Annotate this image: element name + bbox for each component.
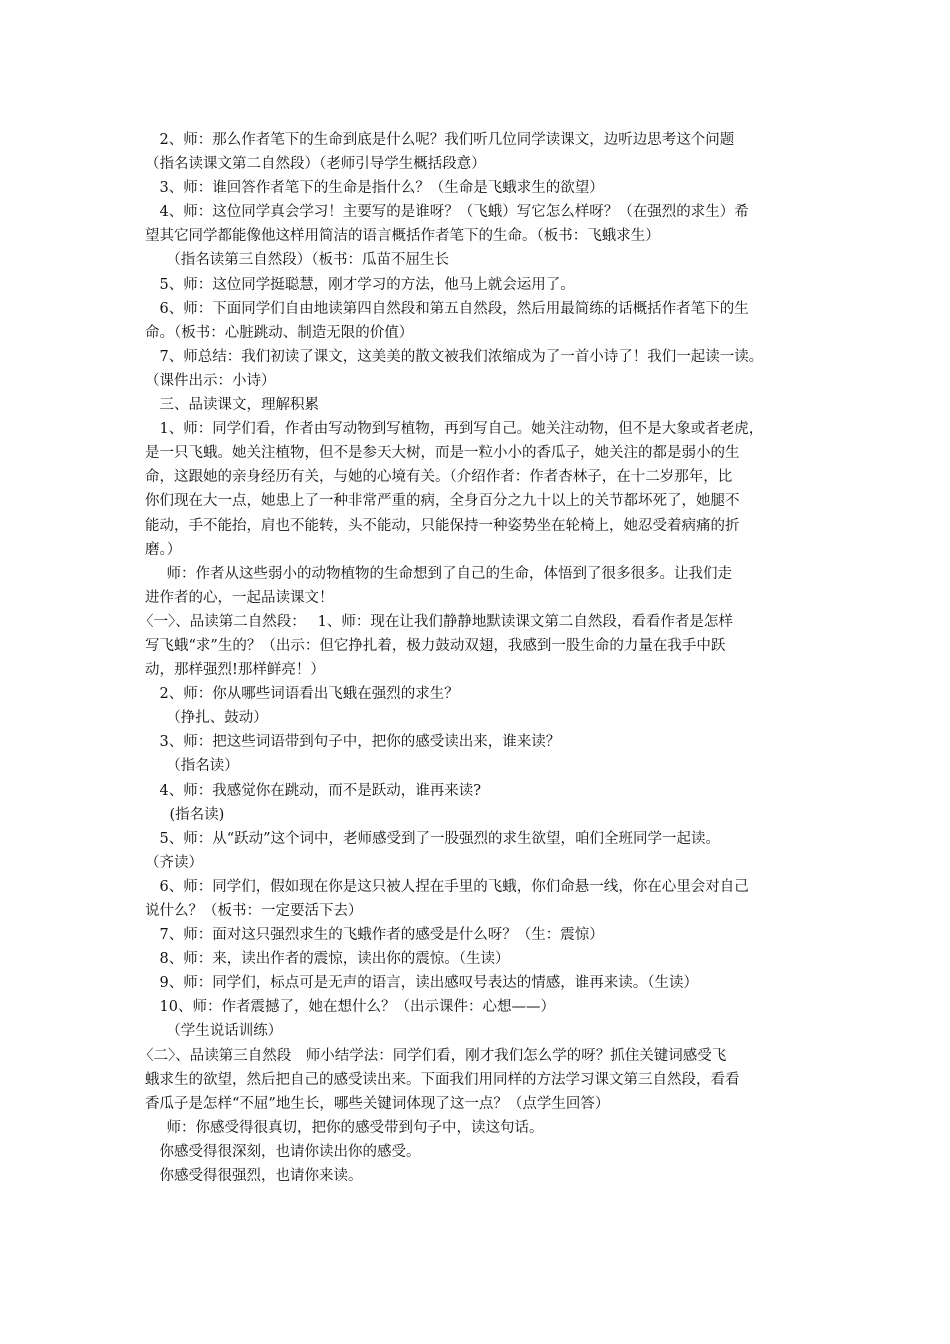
text-line: 香瓜子是怎样“不屈”地生长，哪些关键词体现了这一点？（点学生回答） — [145, 1095, 610, 1112]
text-line: 是一只飞蛾。她关注植物，但不是参天大树，而是一粒小小的香瓜子，她关注的都是弱小的生 — [145, 445, 740, 462]
text-line: 5、师：这位同学挺聪慧，刚才学习的方法，他马上就会运用了。 — [145, 276, 575, 293]
text-line: 5、师：从“跃动”这个词中，老师感受到了一股强烈的求生欲望，咱们全班同学一起读。 — [145, 830, 721, 847]
text-line: 蛾求生的欲望，然后把自己的感受读出来。下面我们用同样的方法学习课文第三自然段，看看 — [145, 1071, 740, 1088]
text-line: 〈一〉、品读第二自然段： 1、师：现在让我们静静地默读课文第二自然段，看看作者是怎样 — [139, 613, 733, 630]
text-line: 7、师：面对这只强烈求生的飞蛾作者的感受是什么呀？（生：震惊） — [145, 927, 604, 944]
document-body — [139, 128, 825, 1188]
text-line: 6、师：下面同学们自由地读第四自然段和第五自然段，然后用最简练的话概括作者笔下的生 — [145, 300, 749, 317]
text-line: （指名读） — [159, 758, 239, 775]
text-line: 1、师：同学们看，作者由写动物到写植物，再到写自己。她关注动物，但不是大象或者老虎， — [145, 421, 764, 438]
text-line: 说什么？（板书：一定要活下去） — [145, 903, 363, 919]
text-line: 〈二〉、品读第三自然段 师小结学法：同学们看，刚才我们怎么学的呀？抓住关键词感受飞 — [139, 1047, 727, 1064]
text-line: 师：你感受得很真切，把你的感受带到句子中，读这句话。 — [152, 1119, 544, 1136]
text-line: 进作者的心，一起品读课文！ — [145, 589, 334, 606]
text-line: 磨。） — [145, 541, 182, 558]
text-line: 三、品读课文，理解积累 — [145, 397, 319, 414]
text-line: （齐读） — [145, 854, 203, 871]
text-line: 4、师：我感觉你在跳动，而不是跃动，谁再来读? — [145, 782, 481, 799]
text-line: 3、师：把这些词语带到句子中，把你的感受读出来，谁来读？ — [145, 734, 561, 751]
text-line: 6、师：同学们，假如现在你是这只被人捏在手里的飞蛾，你们命悬一线，你在心里会对自己 — [145, 878, 749, 895]
text-line: 动，那样强烈!那样鲜亮！） — [145, 662, 325, 679]
text-line: 7、师总结：我们初读了课文，这美美的散文被我们浓缩成为了一首小诗了！我们一起读一读。 — [145, 348, 764, 365]
text-line: （指名读课文第二自然段）（老师引导学生概括段意） — [145, 156, 486, 173]
text-line: 4、师：这位同学真会学习！主要写的是谁呀？（飞蛾）写它怎么样呀？（在强烈的求生）希 — [145, 204, 749, 221]
text-line: （课件出示：小诗） — [145, 372, 276, 389]
text-line: 2、师：你从哪些词语看出飞蛾在强烈的求生？ — [145, 686, 459, 703]
text-line: (指名读) — [155, 806, 225, 823]
text-line: 2、师：那么作者笔下的生命到底是什么呢？我们听几位同学读课文，边听边思考这个问题 — [145, 132, 735, 148]
text-line: （学生说话训练） — [159, 1023, 283, 1040]
text-line: 望其它同学都能像他这样用简洁的语言概括作者笔下的生命。（板书：飞蛾求生） — [145, 228, 660, 245]
text-line: 你感受得很深刻，也请你读出你的感受。 — [145, 1143, 421, 1160]
text-line: 能动，手不能抬，肩也不能转，头不能动，只能保持一种姿势坐在轮椅上，她忍受着病痛的折 — [145, 517, 740, 534]
text-line: 9、师：同学们，标点可是无声的语言，读出感叹号表达的情感，谁再来读。（生读） — [145, 975, 698, 992]
text-line: 8、师：来，读出作者的震惊，读出你的震惊。（生读） — [145, 951, 510, 968]
text-line: 你感受得很强烈，也请你来读。 — [145, 1168, 363, 1185]
text-line: 命，这跟她的亲身经历有关，与她的心境有关。（介绍作者：作者杏林子，在十二岁那年，比 — [145, 469, 733, 486]
text-line: 师：作者从这些弱小的动物植物的生命想到了自己的生命，体悟到了很多很多。让我们走 — [152, 565, 732, 582]
text-line: 写飞蛾“求”生的？（出示：但它挣扎着，极力鼓动双翅，我感到一股生命的力量在我手中跃 — [145, 637, 726, 654]
text-line: 命。（板书：心脏跳动、制造无限的价值） — [145, 324, 414, 341]
text-line: （挣扎、鼓动） — [159, 710, 268, 727]
text-line: 3、师：谁回答作者笔下的生命是指什么？（生命是飞蛾求生的欲望） — [145, 180, 604, 197]
text-line: 10、师：作者震撼了，她在想什么？（出示课件：心想——） — [145, 999, 555, 1016]
text-line: 你们现在大一点，她患上了一种非常严重的病，全身百分之九十以上的关节都坏死了，她腿不 — [145, 493, 740, 510]
text-line: （指名读第三自然段）（板书：瓜苗不屈生长 — [159, 252, 449, 269]
